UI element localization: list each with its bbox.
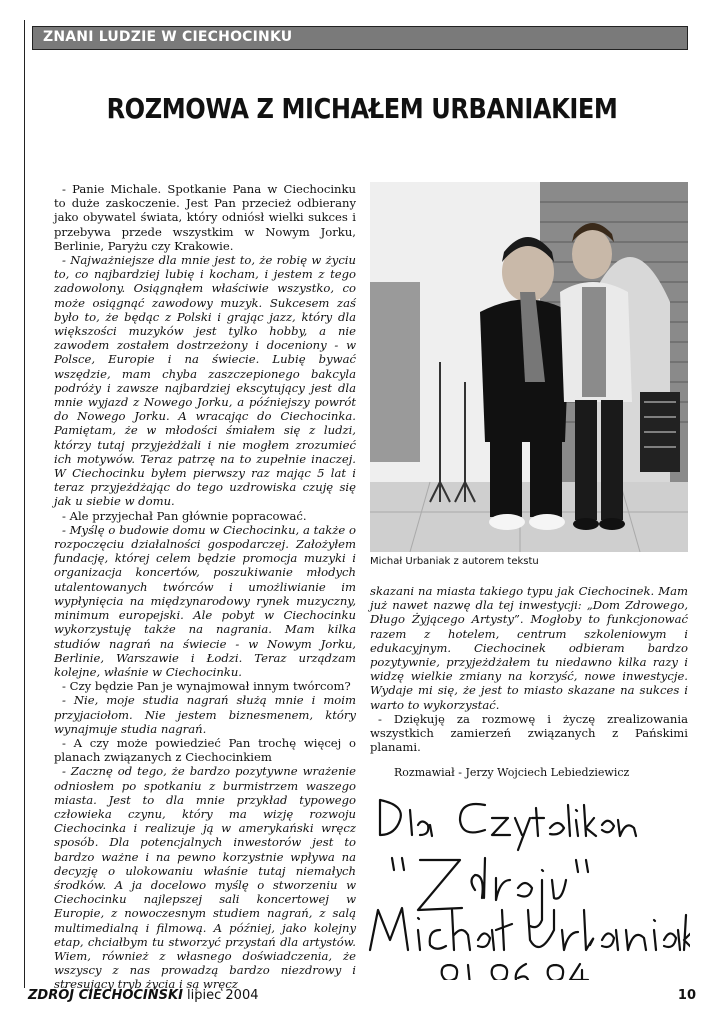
left-column <box>54 182 356 992</box>
article-title: ROZMOWA Z MICHAŁEM URBANIAKIEM <box>106 92 618 125</box>
publication-name: ZDRÓJ CIECHOCIŃSKI <box>28 988 183 1003</box>
paragraph: - Ale przyjechał Pan głównie popracować. <box>62 508 307 523</box>
interviewer-credit: Rozmawiał - Jerzy Wojciech Lebiedziewicz <box>394 766 630 779</box>
page-number: 10 <box>677 988 696 1003</box>
photo-illustration <box>370 182 688 552</box>
section-header <box>32 26 688 50</box>
paragraph: - Nie, moje studia nagrań służą mnie i moim przyjaciołom. Nie jestem biznesmenem, który wynajmuje studia nagrań. <box>54 693 356 736</box>
paragraph: skazani na miasta takiego typu jak Ciechocinek. Mam już nawet nazwę dla tej inwestycji: „Dom Zdrowego, Długo Żyjącego Artysty”. Mogłoby to funkcjonować razem z hotelem, centrum szkoleniowym i edukacyjnym. Ciechocinek odbieram bardzo pozytywnie, przyjeżdżałem tu niedawno kilka razy i widzę wielkie zmiany na korzyść, nowe inwestycje. Wydaje mi się, że jest to miasto skazane na sukces i warto to wykorzystać. <box>370 584 688 712</box>
paragraph: - Zacznę od tego, że bardzo pozytywne wrażenie odniosłem po spotkaniu z burmistrzem waszego miasta. Jest to dla mnie przykład typowego człowieka czynu, który ma wizję rozwoju Ciechocinka i realizuje ją w amerykański wręcz sposób. Dla potencjalnych inwestorów jest to bardzo ważne i na pewno korzystnie wpływa na decyzję o ulokowaniu właśnie tutaj niemałych środków. A ja docelowo myślę o stworzeniu w Ciechocinku najlepszej sali koncertowej w Europie, z nowoczesnym studiem nagrań, z salą multimedialną i filmową. A później, jako kolejny etap, chciałbym tu stworzyć przystań dla artystów. Wiem, również z własnego doświadczenia, że wszyscy z nas prowadzą bardzo niezdrowy i stresujący tryb życia i są wręcz <box>54 764 356 992</box>
right-column <box>370 584 688 754</box>
margin-rule <box>24 20 25 988</box>
photo-caption: Michał Urbaniak z autorem tekstu <box>370 556 539 567</box>
paragraph: - Czy będzie Pan je wynajmował innym twórcom? <box>62 679 351 694</box>
paragraph: - A czy może powiedzieć Pan trochę więcej o planach związanych z Ciechocinkiem <box>54 735 356 765</box>
footer-publication <box>28 988 259 1003</box>
paragraph: - Panie Michale. Spotkanie Pana w Ciechocinku to duże zaskoczenie. Jest Pan przecież odbierany jako obywatel świata, który odniósł wielki sukces i przebywa przede wszystkim w Nowym Jorku, Berlinie, Paryżu czy Krakowie. <box>54 182 356 253</box>
handwritten-signature <box>350 780 690 980</box>
issue-date: lipiec 2004 <box>187 988 259 1003</box>
paragraph: - Dziękuję za rozmowę i życzę zrealizowania wszystkich zamierzeń związanych z Pańskimi planami. <box>370 711 688 755</box>
article-photo <box>370 182 688 552</box>
section-label: ZNANI LUDZIE W CIECHOCINKU <box>43 29 293 45</box>
paragraph: - Najważniejsze dla mnie jest to, że robię w życiu to, co najbardziej lubię i kocham, i jestem z tego zadowolony. Osiągnąłem właściwie wszystko, co może osiągnąć zawodowy muzyk. Sukcesem zaś było to, że będąc z Polski i grając jazz, który dla większości muzyków jest tylko hobby, a nie zawodem zostałem dostrzeżony i doceniony - w Polsce, Europie i na świecie. Lubię bywać wszędzie, mam chyba zaszczepionego bakcyla podróży i zawsze najbardziej ekscytujący jest dla mnie wyjazd z Nowego Jorku, a późniejszy powrót do Nowego Jorku. A wracając do Ciechocinka. Pamiętam, że w młodości śmiałem się z ludzi, którzy tutaj przyjeżdżali i nie mogłem zrozumieć ich motywów. Teraz patrzę na to zupełnie inaczej. W Ciechocinku byłem pierwszy raz mając 5 lat i teraz przyjeżdżając do tego uzdrowiska czuję się jak u siebie w domu. <box>54 253 356 509</box>
paragraph: - Myślę o budowie domu w Ciechocinku, a także o rozpoczęciu działalności gospodarczej. Założyłem fundację, której celem będzie promocja muzyki i organizacja koncertów, poszukiwanie młodych utalentowanych twórców i umożliwianie im wypłynięcia na międzynarodowy rynek muzyczny, minimum europejski. Ale pobyt w Ciechocinku wykorzystuję także na nagrania. Mam kilka studiów nagrań na świecie - w Nowym Jorku, Berlinie, Warszawie i Łodzi. Teraz urządzam kolejne, właśnie w Ciechocinku. <box>54 522 356 679</box>
